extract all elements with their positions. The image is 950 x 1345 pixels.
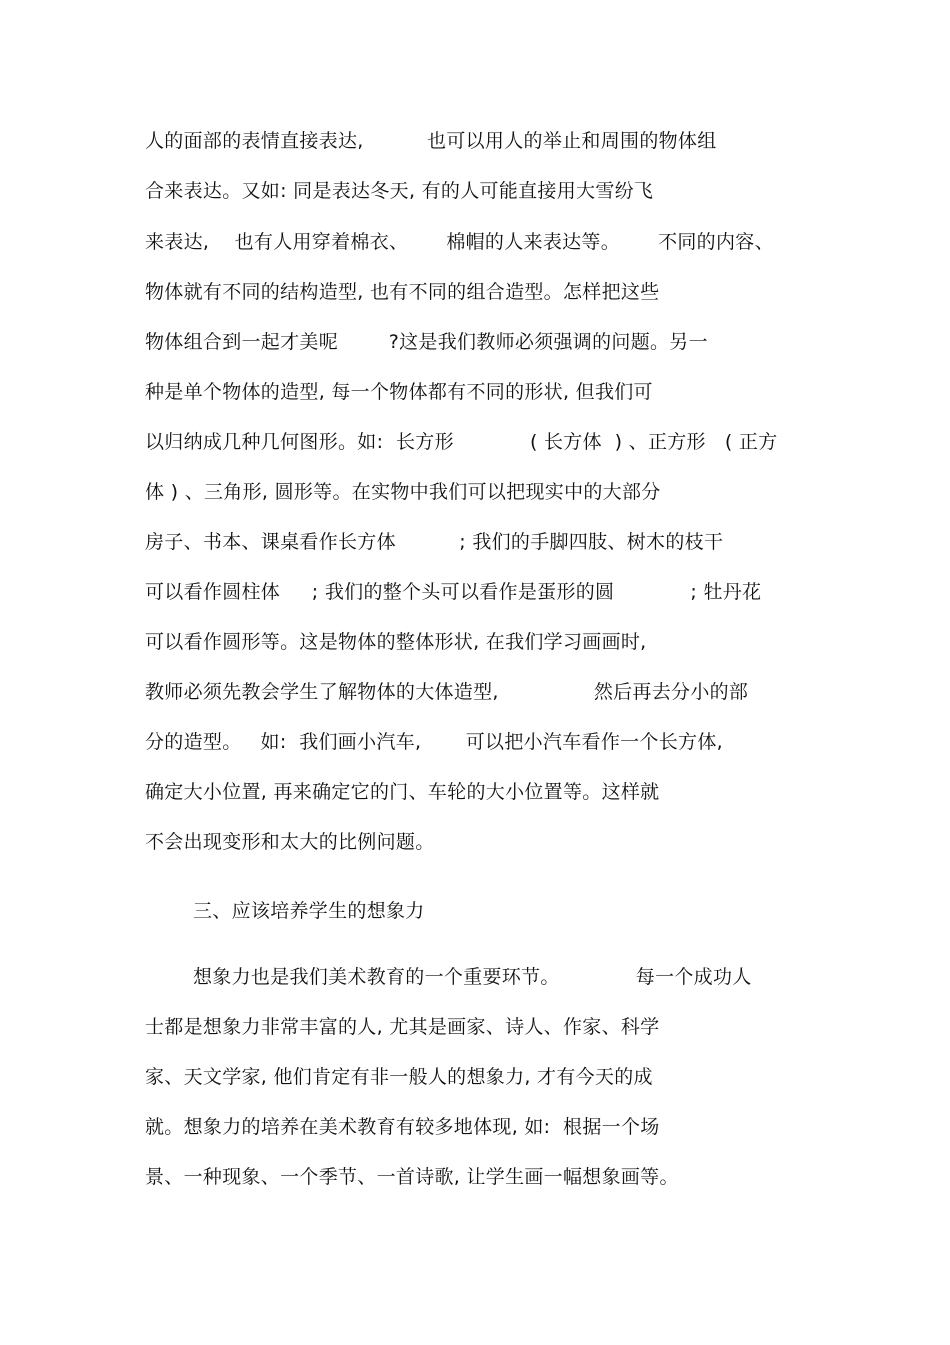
text-line: 教师必须先教会学生了解物体的大体造型, 然后再去分小的部 [145,681,749,703]
text-line: 就。想象力的培养在美术教育有较多地体现, 如: 根据一个场 [145,1116,660,1138]
text-line: 想象力也是我们美术教育的一个重要环节。 每一个成功人 [193,966,752,988]
text-line: 合来表达。又如: 同是表达冬天, 有的人可能直接用大雪纷飞 [145,180,654,202]
section-heading: 三、应该培养学生的想象力 [193,900,425,922]
text-line: 确定大小位置, 再来确定它的门、车轮的大小位置等。这样就 [145,781,660,803]
text-line: 景、一种现象、一个季节、一首诗歌, 让学生画一幅想象画等。 [145,1166,679,1188]
text-line: 体 ) 、三角形, 圆形等。在实物中我们可以把现实中的大部分 [145,481,661,503]
text-line: 以归纳成几种几何图形。如: 长方形 ( 长方体 ) 、正方形 ( 正方 [145,431,778,453]
text-line: 物体组合到一起才美呢 ?这是我们教师必须强调的问题。另一 [145,331,708,353]
text-line: 士都是想象力非常丰富的人, 尤其是画家、诗人、作家、科学 [145,1016,660,1038]
text-line: 种是单个物体的造型, 每一个物体都有不同的形状, 但我们可 [145,381,653,403]
text-line: 房子、书本、课桌看作长方体 ; 我们的手脚四肢、树木的枝干 [145,531,724,553]
text-line: 可以看作圆形等。这是物体的整体形状, 在我们学习画画时, [145,631,647,653]
text-line: 家、天文学家, 他们肯定有非一般人的想象力, 才有今天的成 [145,1066,653,1088]
text-line: 可以看作圆柱体 ; 我们的整个头可以看作是蛋形的圆 ; 牡丹花 [145,581,762,603]
text-line: 来表达, 也有人用穿着棉衣、 棉帽的人来表达等。 不同的内容、 [145,231,774,253]
text-line: 人的面部的表情直接表达, 也可以用人的举止和周围的物体组 [145,130,717,152]
text-line: 物体就有不同的结构造型, 也有不同的组合造型。怎样把这些 [145,281,660,303]
text-line: 分的造型。 如: 我们画小汽车, 可以把小汽车看作一个长方体, [145,731,723,753]
text-line: 不会出现变形和太大的比例问题。 [145,831,435,853]
